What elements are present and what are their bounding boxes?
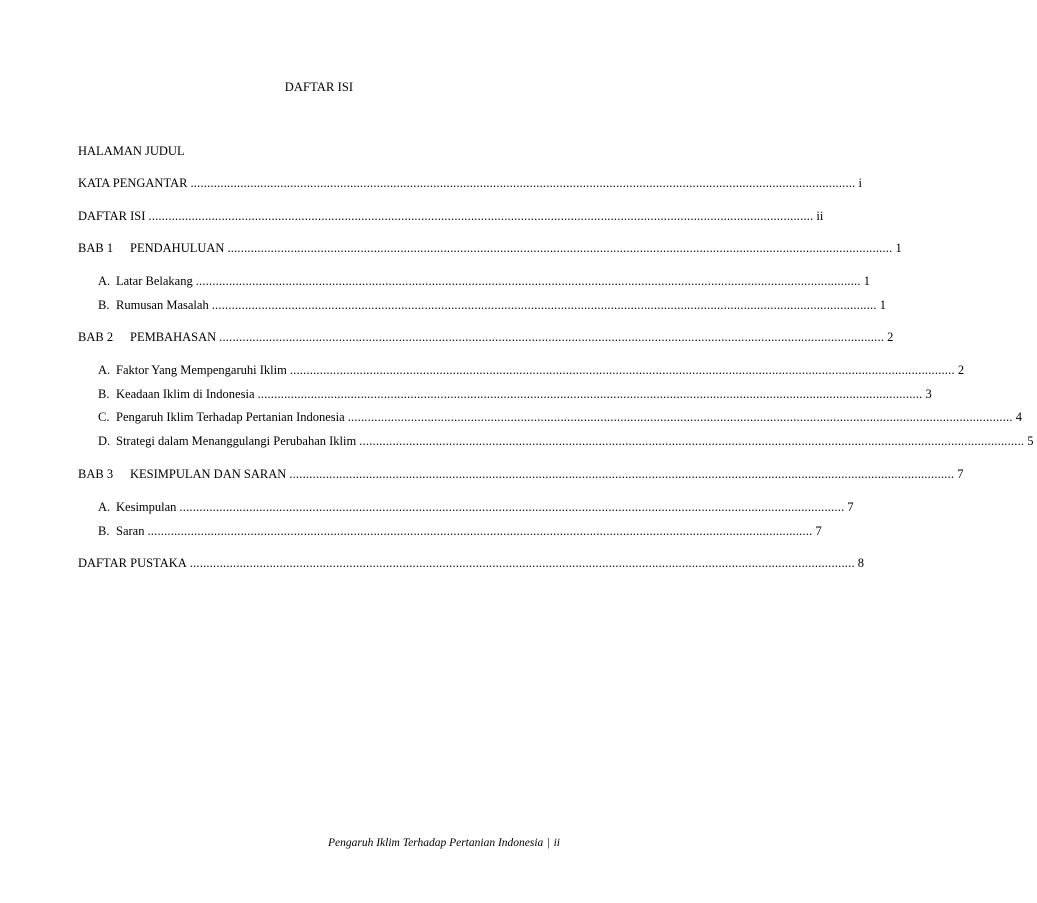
section-letter: A.	[98, 363, 111, 377]
toc-page-number: 5	[1027, 434, 1034, 448]
toc-entry-bab-1	[78, 240, 902, 256]
toc-entry-bab-1-b	[98, 297, 886, 313]
toc-entry-bab-2	[78, 329, 894, 345]
section-letter: C.	[98, 410, 110, 424]
section-title: Kesimpulan	[116, 500, 177, 514]
section-title: Strategi dalam Menanggulangi Perubahan Iklim	[116, 434, 357, 448]
toc-entry-daftar-pustaka	[78, 555, 865, 571]
toc-label	[98, 297, 209, 313]
toc-label	[98, 523, 144, 539]
leader-dots: ........................................................................................................................................................................................................	[289, 467, 955, 481]
toc-entry-bab-2-a	[98, 362, 965, 378]
toc-label	[98, 362, 287, 378]
chapter-title: PEMBAHASAN	[130, 330, 217, 344]
toc-label	[98, 386, 255, 402]
leader-dots: ........................................................................................................................................................................................................	[148, 209, 814, 223]
leader-dots: ........................................................................................................................................................................................................	[190, 176, 856, 190]
chapter-number: BAB 1	[78, 241, 114, 255]
leader-dots: ........................................................................................................................................................................................................	[189, 556, 855, 570]
toc-label	[98, 409, 345, 425]
toc-page-number: 8	[857, 556, 865, 570]
section-title: Pengaruh Iklim Terhadap Pertanian Indonesia	[116, 410, 345, 424]
toc-entry-bab-3	[78, 466, 964, 482]
leader-dots: ........................................................................................................................................................................................................	[195, 274, 861, 288]
toc-label	[78, 240, 224, 256]
toc-page-number: 2	[887, 330, 894, 344]
section-title: Rumusan Masalah	[116, 298, 209, 312]
toc-entry-daftar-isi	[78, 208, 824, 224]
footer-page-number: ii	[553, 837, 560, 849]
toc-label	[78, 329, 216, 345]
leader-dots: ........................................................................................................................................................................................................	[257, 387, 923, 401]
toc-entry-bab-3-a	[98, 499, 854, 515]
leader-dots: ........................................................................................................................................................................................................	[359, 434, 1025, 448]
footer-title: Pengaruh Iklim Terhadap Pertanian Indonesia	[328, 837, 544, 849]
section-letter: D.	[98, 434, 111, 448]
leader-dots: ........................................................................................................................................................................................................	[211, 298, 877, 312]
section-letter: A.	[98, 500, 111, 514]
toc-page-number: ii	[816, 209, 824, 223]
toc-page-number: 4	[1015, 410, 1022, 424]
section-letter: A.	[98, 274, 111, 288]
toc-label: DAFTAR PUSTAKA	[78, 556, 187, 570]
toc-entry-bab-2-d	[98, 433, 1034, 449]
toc-page-number: 7	[815, 524, 822, 538]
leader-dots: ........................................................................................................................................................................................................	[347, 410, 1013, 424]
toc-entry-bab-3-b	[98, 523, 822, 539]
section-title: Keadaan Iklim di Indonesia	[116, 387, 255, 401]
toc-page-number: 1	[895, 241, 902, 255]
leader-dots: ........................................................................................................................................................................................................	[227, 241, 893, 255]
toc-label: KATA PENGANTAR	[78, 176, 188, 190]
toc-page-number: 7	[957, 467, 964, 481]
toc-label: DAFTAR ISI	[78, 209, 146, 223]
leader-dots: ........................................................................................................................................................................................................	[147, 524, 813, 538]
section-letter: B.	[98, 524, 110, 538]
toc-page-number: 2	[957, 363, 965, 377]
toc-entry-kata-pengantar	[78, 175, 862, 191]
toc-page-number: 7	[847, 500, 854, 514]
toc-page-number: 1	[863, 274, 870, 288]
leader-dots: ........................................................................................................................................................................................................	[179, 500, 845, 514]
toc-entry-bab-1-a	[98, 273, 870, 289]
toc-entry-bab-2-c	[98, 409, 1022, 425]
chapter-title: PENDAHULUAN	[130, 241, 225, 255]
section-title: Faktor Yang Mempengaruhi Iklim	[116, 363, 287, 377]
section-letter: B.	[98, 298, 110, 312]
section-title: Saran	[116, 524, 145, 538]
toc-page-number: 1	[879, 298, 886, 312]
page-title: DAFTAR ISI	[284, 80, 354, 94]
toc-entry-halaman-judul: HALAMAN JUDUL	[78, 144, 185, 158]
chapter-title: KESIMPULAN DAN SARAN	[130, 467, 287, 481]
toc-entry-bab-2-b	[98, 386, 932, 402]
section-title: Latar Belakang	[116, 274, 193, 288]
toc-label	[98, 433, 356, 449]
chapter-number: BAB 3	[78, 467, 114, 481]
chapter-number: BAB 2	[78, 330, 114, 344]
toc-label	[78, 466, 286, 482]
leader-dots: ........................................................................................................................................................................................................	[219, 330, 885, 344]
toc-label	[98, 273, 193, 289]
page-footer	[328, 837, 560, 849]
toc-page-number: i	[858, 176, 862, 190]
toc-page-number: 3	[925, 387, 932, 401]
section-letter: B.	[98, 387, 110, 401]
footer-separator: |	[547, 837, 550, 849]
leader-dots: ........................................................................................................................................................................................................	[289, 363, 955, 377]
toc-label	[98, 499, 176, 515]
